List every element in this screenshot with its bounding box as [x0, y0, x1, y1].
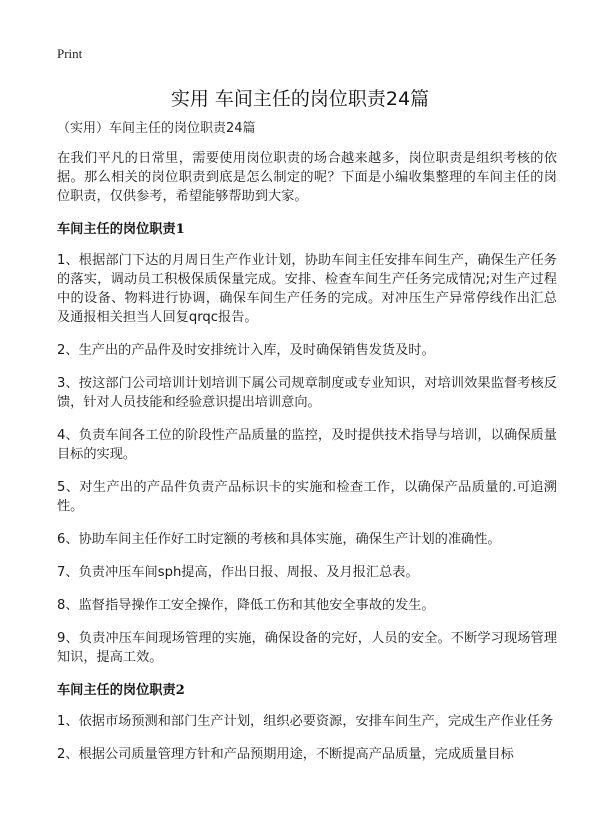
print-label: Print [57, 46, 83, 61]
page-title: 实用 车间主任的岗位职责24篇 [170, 88, 430, 110]
document-subtitle: （实用）车间主任的岗位职责24篇 [57, 121, 256, 136]
list-item: 1、依据市场预测和部门生产计划，组织必要资源，安排车间生产，完成生产作业任务 [57, 714, 554, 729]
list-item: 2、根据公司质量管理方针和产品预期用途，不断提高产品质量，完成质量目标 [57, 747, 514, 762]
list-item: 1、根据部门下达的月周日生产作业计划，协助车间主任安排车间生产，确保生产任务的落实，调动员工积极保质保量完成。安排、检查车间生产任务完成情况;对生产过程中的设备、物料进行协调，确保车间生产任务的完成。对冲压生产异常停线作出汇总及通报相关担当人回复qrqc报告。 [57, 253, 557, 325]
intro-paragraph: 在我们平凡的日常里，需要使用岗位职责的场合越来越多，岗位职责是组织考核的依据。那么相关的岗位职责到底是怎么制定的呢？下面是小编收集整理的车间主任的岗位职责，仅供参考，希望能够帮助到大家。 [57, 151, 557, 204]
list-item: 3、按这部门公司培训计划培训下属公司规章制度或专业知识，对培训效果监督考核反馈，针对人员技能和经验意识提出培训意向。 [57, 376, 557, 410]
list-item: 8、监督指导操作工安全操作，降低工伤和其他安全事故的发生。 [57, 598, 435, 613]
list-item: 2、生产出的产品件及时安排统计入库，及时确保销售发货及时。 [57, 343, 435, 358]
list-item: 4、负责车间各工位的阶段性产品质量的监控，及时提供技术指导与培训，以确保质量目标的实现。 [57, 428, 557, 462]
list-item: 5、对生产出的产品件负责产品标识卡的实施和检查工作，以确保产品质量的.可追溯性。 [57, 480, 557, 514]
list-item: 6、协助车间主任作好工时定额的考核和具体实施，确保生产计划的准确性。 [57, 532, 501, 547]
section-heading: 车间主任的岗位职责1 [57, 222, 185, 237]
list-item: 7、负责冲压车间sph提高，作出日报、周报、及月报汇总表。 [57, 565, 419, 580]
document-body [57, 120, 557, 778]
section-heading: 车间主任的岗位职责2 [57, 683, 185, 698]
list-item: 9、负责冲压车间现场管理的实施，确保设备的完好，人员的安全。不断学习现场管理知识，提高工效。 [57, 631, 557, 665]
section-2 [57, 681, 557, 764]
section-1 [57, 220, 557, 667]
